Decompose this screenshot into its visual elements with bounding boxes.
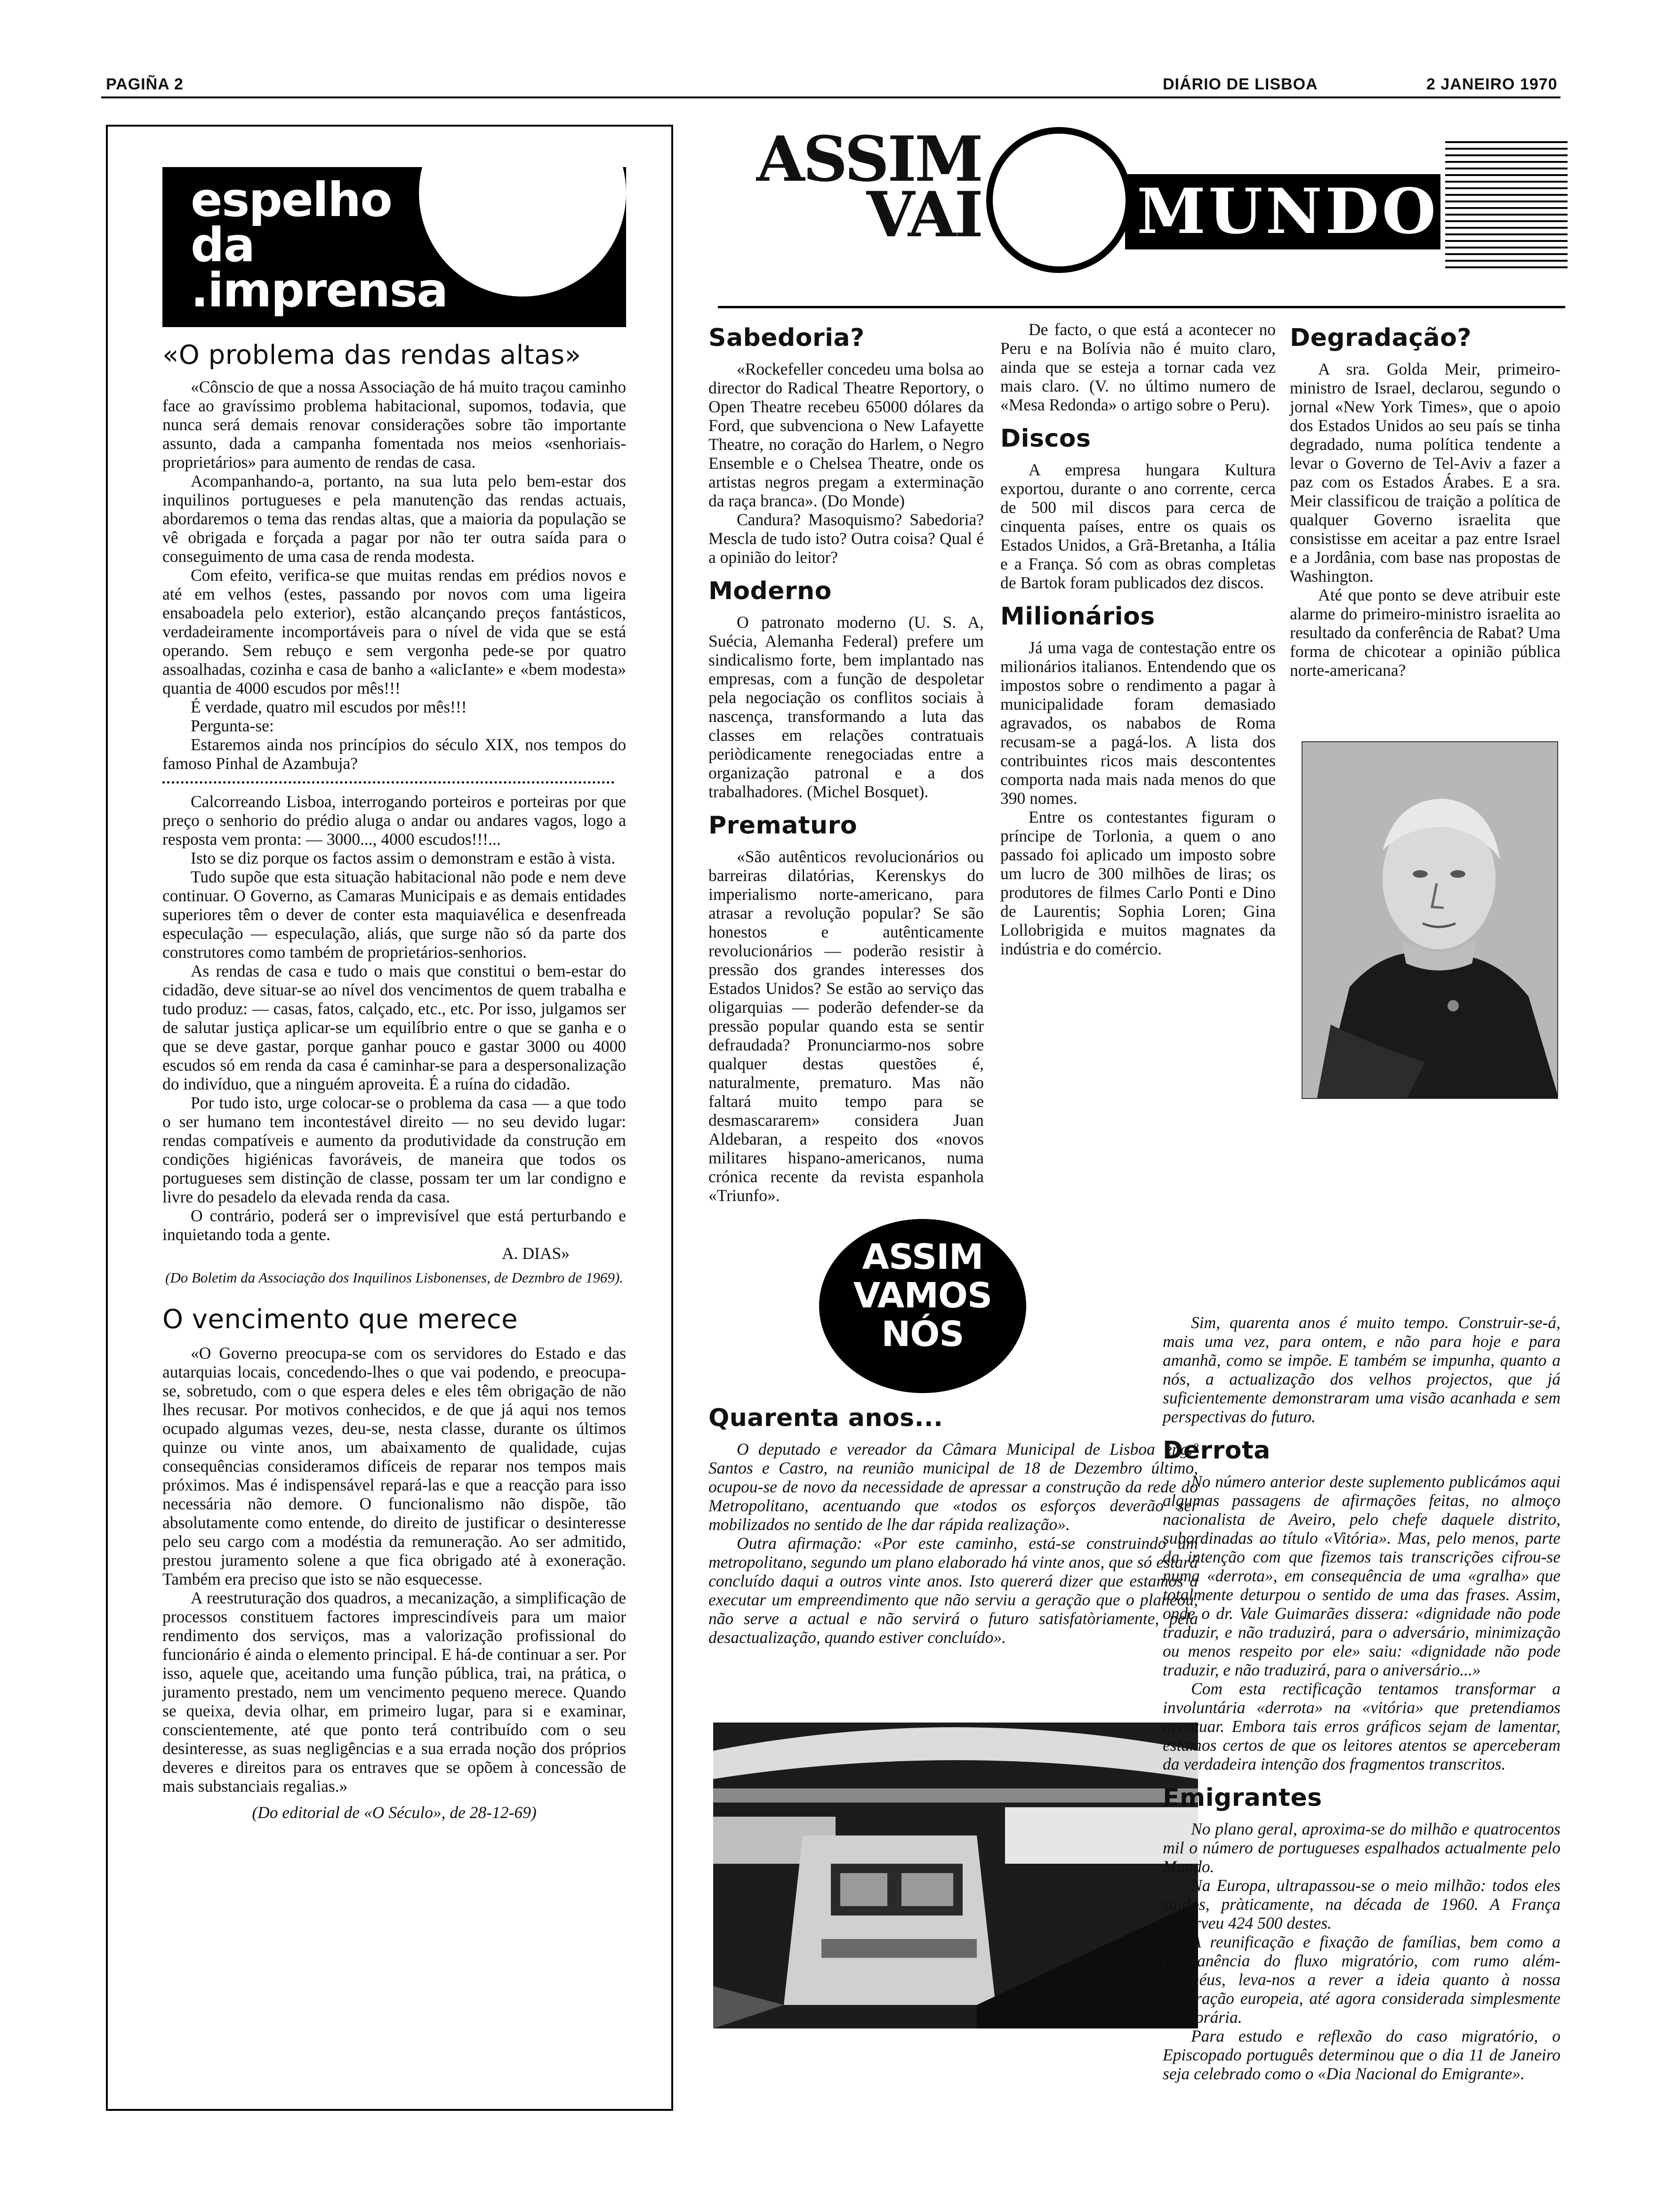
column-3 (1000, 320, 1276, 958)
moderno-p1: O patronato moderno (U. S. A, Suécia, Alemanha Federal) prefere um sindicalismo forte, bem implantado nas empresas, com a função de despoletar pela negociação os conflitos sociais à nascença, transformando a luta das classes em relações contratuais periòdicamente renegociadas entre a organização patronal e a dos trabalhadores. (Michel Bosquet). (708, 613, 984, 801)
globe-o-circle (986, 127, 1132, 273)
vamos-line1: ASSIM (862, 1237, 983, 1277)
rendas-p9: Tudo supõe que esta situação habitacional não pode e nem deve continuar. O Governo, as Camaras Municipais e as demais entidades superiores têm o dever de conter esta maquiavélica e desenfreada especulação — especulação, aliás, que surge não só da parte dos construtores como também de proprietários-senhorios. (162, 867, 626, 962)
quarenta-p1: O deputado e vereador da Câmara Municipal de Lisboa eng.º Santos e Castro, na reunião municipal de 18 de Dezembro último, ocupou-se de novo da necessidade de apressar a construção da rede do Metropolitano, acentuando que «todos os esforços deverão ser mobilizados no sentido de lhe dar rápida realização». (708, 1440, 1198, 1534)
hatched-globe-graphic (1445, 136, 1568, 268)
column-4 (1290, 320, 1560, 680)
mundo-word-assim: ASSIM (756, 123, 981, 196)
quarenta-p3: Sim, quarenta anos é muito tempo. Construir-se-á, mais uma vez, para ontem, e não para hoje e para amanhã, como se impõe. E também se impunha, quanto a nós, a actualização dos velhos projectos, que já suficientemente demonstraram uma visão acanhada e sem perspectivas do futuro. (1163, 1313, 1560, 1426)
quarenta-article (708, 1400, 1198, 1647)
espelho-line2: da (191, 217, 255, 272)
vamos-line2: VAMOS (853, 1275, 992, 1316)
derrota-p2: Com esta rectificação tentamos transformar a involuntária «derrota» na «vitória» que pretendiamos acentuar. Embora tais erros gráficos sejam de lamentar, estamos certos de que os leitores atentos se aperceberam da verdadeira intenção dos fragmentos transcritos. (1163, 1679, 1560, 1773)
right-lower-column (1163, 1313, 1560, 2083)
emigrantes-title: Emigrantes (1163, 1784, 1322, 1812)
mundo-rule (718, 306, 1565, 308)
rendas-p12: O contrário, poderá ser o imprevisível que está perturbando e inquietando toda a gente. (162, 1206, 626, 1244)
rendas-p11: Por tudo isto, urge colocar-se o problema da casa — a que todo o ser humano tem incontestável direito — no seu devido lugar: rendas compatíveis e aumento da produtividade da construção em condições higiénicas favoráveis, de maneira que todos os portugueses sem distinção de classe, possam ter um lar condigno e livre do pesadelo da elevada renda da casa. (162, 1093, 626, 1206)
espelho-logo-text (191, 172, 448, 318)
milionarios-title: Milionários (1000, 602, 1155, 631)
vamos-line3: NÓS (881, 1314, 964, 1354)
discos-p1: A empresa hungara Kultura exportou, durante o ano corrente, cerca de 500 mil discos para cerca de cinquenta países, entre os quais os Estados Unidos, a Grã-Bretanha, a Itália e a França. Só com as obras completas de Bartok foram publicados dez discos. (1000, 460, 1276, 592)
milionarios-p2: Entre os contestantes figuram o príncipe de Torlonia, a quem o ano passado foi aplicado um imposto sobre um lucro de 300 milhões de liras; os produtores de filmes Carlo Ponti e Dino de Laurentis; Sophia Loren; Gina Lollobrigida e muitos magnates da indústria e do comércio. (1000, 808, 1276, 958)
golda-meir-photo (1302, 741, 1558, 1099)
vencimento-title: O vencimento que merece (162, 1304, 518, 1335)
page-number: PAGIÑA 2 (106, 75, 184, 93)
quarenta-p2: Outra afirmação: «Por este caminho, está-se construindo um metropolitano, segundo um plano elaborado há vinte anos, que só estará concluído daqui a outros vinte anos. Isto quererá dizer que estamos a executar um empreendimento que não serviu a geração que o planeou, não serve a actual e não servirá o futuro satisfatòriamente, pela desactualização, quando estiver concluído». (708, 1534, 1198, 1647)
discos-title: Discos (1000, 425, 1091, 453)
emigrantes-p2: Na Europa, ultrapassou-se o meio milhão: todos eles saídos, pràticamente, na década de 1960. A França absorveu 424 500 destes. (1163, 1876, 1560, 1932)
espelho-line3: .imprensa (191, 263, 448, 318)
rendas-p4: É verdade, quatro mil escudos por mês!!! (191, 697, 467, 716)
column-2 (708, 320, 984, 1205)
header-rule (101, 96, 1560, 98)
sabedoria-title: Sabedoria? (708, 324, 865, 352)
milionarios-p1: Já uma vaga de contestação entre os milionários italianos. Entendendo que os impostos sobre o rendimento a pagar à municipalidade foram demasiado agravados, os nababos de Roma recusam-se a pagá-los. A lista dos contribuintes ricos mais descontentes comporta nada mais nada menos do que 390 nomes. (1000, 638, 1276, 808)
vencimento-source: (Do editorial de «O Século», de 28-12-69) (252, 1803, 537, 1822)
moderno-title: Moderno (708, 577, 832, 605)
assim-vamos-nos-logo (819, 1219, 1026, 1393)
metro-station-photo (713, 1723, 1198, 2028)
degradacao-p1: A sra. Golda Meir, primeiro-ministro de Israel, declarou, segundo o jornal «New York Times», que o apoio dos Estados Unidos ao seu país se tinha degradado, numa política tendente a levar o Governo de Tel-Aviv a fazer a paz com os Estados Árabes. E a sra. Meir classificou de traição a política de qualquer Governo israelita que consistisse em aceitar a paz entre Israel e a Jordânia, com base nas propostas de Washington. (1290, 360, 1560, 585)
vencimento-p1: «O Governo preocupa-se com os servidores do Estado e das autarquias locais, concedendo-lhes o que vai podendo, e preocupa-se, sobretudo, com o que espera deles e eles têm obrigação de não lhes recusar. Por motivos conhecidos, e de que já aqui nos temos ocupado algumas vezes, deu-se, nesta classe, durante os últimos quinze ou vinte anos, um abaixamento de qualidade, cujas consequências consideramos difíceis de reparar nos tempos mais próximos. Mas é indispensável repará-las e que a reacção para isso necessária não demore. O funcionalismo não dispõe, tão absolutamente como entende, do direito de justificar o desinteresse pelo seu cargo com a modéstia da remuneração. Ao ser admitido, prestou juramento solene a que fica obrigado até à exoneração. Também era preciso que isto se não esquecesse. (162, 1344, 626, 1588)
rendas-signature: A. DIAS» (502, 1244, 570, 1263)
prematuro-title: Prematuro (708, 811, 858, 840)
rendas-p6: Estaremos ainda nos princípios do século XIX, nos tempos do famoso Pinhal de Azambuja? (162, 735, 626, 773)
degradacao-title: Degradação? (1290, 324, 1472, 352)
rendas-p7: Calcorreando Lisboa, interrogando porteiros e porteiras por que preço o senhorio do prédio aluga o andar ou andares vagos, logo a resposta vem pronta: — 3000..., 4000 escudos!!!... (162, 792, 626, 849)
vencimento-p2: A reestruturação dos quadros, a mecanização, a simplificação de processos constituem factores imprescindíveis para um maior rendimento dos serviços, mas a valorização profissional do funcionário é ainda o elemento principal. E há-de continuar a ser. Por isso, aquele que, aceitando uma função pública, trai, na prática, o juramento prestado, nem um vencimento pequeno merece. Quando se queixa, devia olhar, em primeiro lugar, para si e examinar, conscientemente, até que ponto terá contribuído com o seu desinteresse, as suas negligências e a sua errada noção dos próprios deveres e direitos para os entraves que se opõem à concessão de mais substanciais regalias.» (162, 1588, 626, 1795)
metro-illustration (713, 1723, 1198, 2028)
portrait-illustration (1303, 742, 1558, 1099)
dotted-separator (162, 781, 614, 784)
espelho-da-imprensa-logo (162, 167, 626, 327)
rendas-source: (Do Boletim da Associação dos Inquilinos Lisbonenses, de Dezmbro de 1969). (165, 1269, 623, 1286)
rendas-title: «O problema das rendas altas» (162, 340, 581, 370)
vamos-logo-text (819, 1238, 1026, 1354)
newspaper-name: DIÁRIO DE LISBOA (1163, 75, 1318, 93)
rendas-p1: «Cônscio de que a nossa Associação de há muito traçou caminho face ao gravíssimo problema habitacional, supomos, todavia, que nunca será demais renovar considerações sobre tão importante assunto, dada a campanha fomentada nos meios «senhoriais-proprietários» para aumento de rendas de casa. (162, 377, 626, 472)
espelho-line1: espelho (191, 172, 392, 227)
mundo-left-text (718, 123, 981, 251)
issue-date: 2 JANEIRO 1970 (1426, 75, 1558, 93)
assim-vai-o-mundo-logo (718, 118, 1570, 297)
rendas-p3: Com efeito, verifica-se que muitas rendas em prédios novos e até em velhos (estes, passando por novos com uma ligeira ensaboadela pelo exterior), estão alcançando preços fantásticos, verdadeiramente incomportáveis para o nível de vida que se está operando. Sem rebuço e sem vergonha pede-se por quatro assoalhadas, cozinha e casa de banho a «alicIante» e «bem modesta» quantia de 4000 escudos por mês!!! (162, 566, 626, 697)
rendas-p2: Acompanhando-a, portanto, na sua luta pelo bem-estar dos inquilinos portugueses e pela manutenção das rendas actuais, abordaremos o tema das rendas altas, que a maioria da população se vê obrigada e forçada a pagar por não ter outra saída para o conseguimento de uma casa de renda modesta. (162, 472, 626, 566)
rendas-p8: Isto se diz porque os factos assim o demonstram e estão à vista. (191, 849, 616, 867)
rendas-p5: Pergunta-se: (191, 716, 274, 735)
quarenta-title: Quarenta anos... (708, 1404, 943, 1432)
sabedoria-p2: Candura? Masoquismo? Sabedoria? Mescla de tudo isto? Outra coisa? Qual é a opinião do leitor? (708, 510, 984, 567)
derrota-title: Derrota (1163, 1436, 1271, 1465)
prematuro-p1: «São autênticos revolucionários ou barreiras dilatórias, Kerenskys do imperialismo norte-americano, para atrasar a revolução popular? Se são honestos e autênticamente revolucionários — poderão resistir à pressão dos grandes interesses dos Estados Unidos? Se estão ao serviço das oligarquias — poderão defender-se da pressão popular quando esta se sentir defraudada? Pronunciarmo-nos sobre qualquer destas questões é, naturalmente, prematuro. Mas não faltará muito tempo para se desmascararem» considera Juan Aldebaran, a respeito dos «novos militares hispano-americanos, numa crónica recente da revista espanhola «Triunfo». (708, 847, 984, 1205)
mundo-word-vai: VAI (866, 178, 981, 251)
rendas-p10: As rendas de casa e tudo o mais que constitui o bem-estar do cidadão, deve situar-se ao nível dos vencimentos de quem trabalha e tudo produz: — casas, fatos, calçado, etc., etc. Por isso, julgamos ser de salutar justiça aplicar-se um equilíbrio entre o que se ganha e o que se deve gastar, porque ganhar pouco e gastar 3000 ou 4000 escudos só em renda da casa é caminhar-se para a despersonalização do indivíduo, que a ninguém aproveita. É a ruína do cidadão. (162, 962, 626, 1093)
moon-shape (419, 167, 626, 297)
degradacao-p2: Até que ponto se deve atribuir este alarme do primeiro-ministro israelita ao resultado da conferência de Rabat? Uma forma de chicotear a opinião pública norte-americana? (1290, 585, 1560, 680)
emigrantes-p1: No plano geral, aproxima-se do milhão e quatrocentos mil o número de portugueses espalhados actualmente pelo Mundo. (1163, 1819, 1560, 1876)
emigrantes-p4: Para estudo e reflexão do caso migratório, o Episcopado português determinou que o dia 11 de Janeiro seja celebrado como o «Dia Nacional do Emigrante». (1163, 2027, 1560, 2083)
sabedoria-p1: «Rockefeller concedeu uma bolsa ao director do Radical Theatre Reportory, o Open Theatre recebeu 65000 dólares da Ford, que subvenciona o New Lafayette Theatre, no coração do Harlem, o Negro Ensemble e o Chelsea Theatre, onde os artistas negros pregam a exterminação da raça branca». (Do Monde) (708, 360, 984, 510)
emigrantes-p3: A reunificação e fixação de famílias, bem como a permanência do fluxo migratório, com rumo além-Pirenéus, leva-nos a rever a ideia quanto à nossa emigração europeia, até agora considerada simplesmente temporária. (1163, 1932, 1560, 2027)
mundo-word-mundo: MUNDO (1137, 175, 1439, 248)
prematuro-p2: De facto, o que está a acontecer no Peru e na Bolívia não é muito claro, ainda que se esteja a tornar cada vez mais claro. (V. no último numero de «Mesa Redonda» o artigo sobre o Peru). (1000, 320, 1276, 414)
rendas-article (162, 339, 626, 1822)
derrota-p1: No número anterior deste suplemento publicámos aqui algumas passagens de afirmações feitas, no almoço nacionalista de Aveiro, pelo chefe daquele distrito, subordinadas ao título «Vitória». Mas, pelo menos, parte da intenção com que fizemos tais transcrições cifrou-se numa «derrota», em consequência de uma «gralha» que totalmente deturpou o sentido de uma das frases. Assim, onde o dr. Vale Guimarães dissera: «dignidade não pode traduzir, e não traduzirá, para o adversário, minimização ou menos respeito por ele» saiu: «dignidade não pode traduzir, e não traduzirá, para o aniversário...» (1163, 1472, 1560, 1679)
